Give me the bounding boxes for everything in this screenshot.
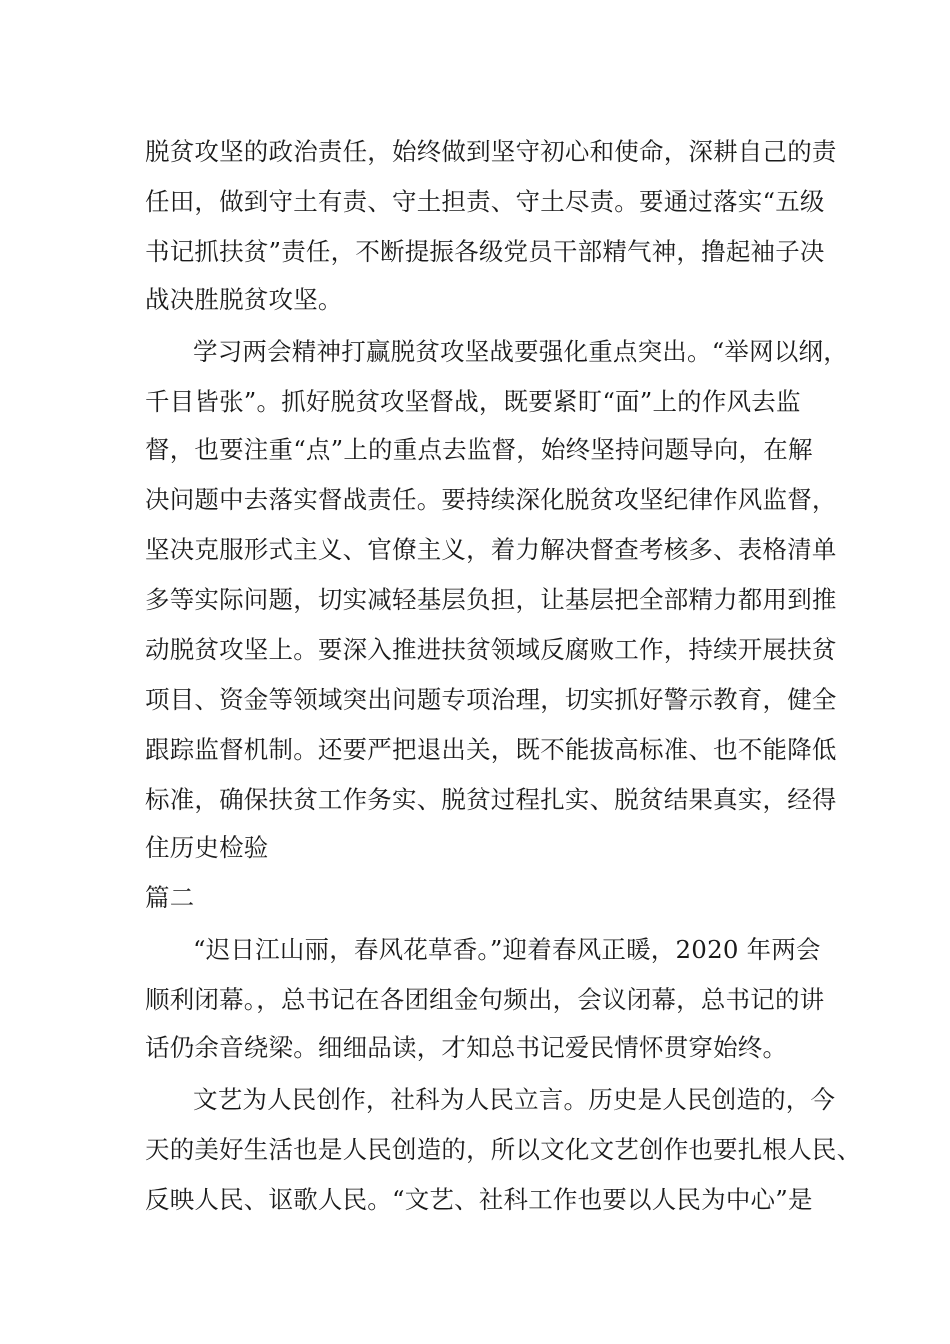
body-text-line: 学习两会精神打赢脱贫攻坚战要强化重点突出。“举网以纲， xyxy=(193,337,848,366)
body-text-line: 脱贫攻坚的政治责任，始终做到坚守初心和使命，深耕自己的责 xyxy=(145,137,837,166)
body-text-line: 项目、资金等领域突出问题专项治理，切实抓好警示教育，健全 xyxy=(145,685,837,714)
body-text-line: “迟日江山丽，春风花草香。”迎着春风正暖，2020 年两会 xyxy=(193,935,821,964)
body-text-line: 标准，确保扶贫工作务实、脱贫过程扎实、脱贫结果真实，经得 xyxy=(145,785,837,814)
body-text-line: 多等实际问题，切实减轻基层负担，让基层把全部精力都用到推 xyxy=(145,585,837,614)
body-text-line: 决问题中去落实督战责任。要持续深化脱贫攻坚纪律作风监督， xyxy=(145,485,837,514)
body-text-line: 千目皆张”。抓好脱贫攻坚督战，既要紧盯“面”上的作风去监 xyxy=(145,387,801,416)
body-text-line: 书记抓扶贫”责任，不断提振各级党员干部精气神，撸起袖子决 xyxy=(145,237,825,266)
body-text-line: 话仍余音绕梁。细细品读，才知总书记爱民情怀贯穿始终。 xyxy=(145,1033,788,1062)
body-text-line: 反映人民、讴歌人民。“文艺、社科工作也要以人民为中心”是 xyxy=(145,1185,813,1214)
body-text-line: 跟踪监督机制。还要严把退出关，既不能拔高标准、也不能降低 xyxy=(145,735,837,764)
section-heading: 篇二 xyxy=(145,883,195,912)
body-text-line: 督，也要注重“点”上的重点去监督，始终坚持问题导向，在解 xyxy=(145,435,813,464)
body-text-line: 坚决克服形式主义、官僚主义，着力解决督查考核多、表格清单 xyxy=(145,535,837,564)
body-text-line: 住历史检验 xyxy=(145,833,269,862)
body-text-line: 天的美好生活也是人民创造的，所以文化文艺创作也要扎根人民、 xyxy=(145,1135,862,1164)
body-text-line: 任田，做到守土有责、守土担责、守土尽责。要通过落实“五级 xyxy=(145,187,825,216)
body-text-line: 战决胜脱贫攻坚。 xyxy=(145,285,343,314)
body-text-line: 文艺为人民创作，社科为人民立言。历史是人民创造的，今 xyxy=(193,1085,836,1114)
body-text-line: 顺利闭幕。，总书记在各团组金句频出，会议闭幕，总书记的讲 xyxy=(145,985,825,1014)
body-text-line: 动脱贫攻坚上。要深入推进扶贫领域反腐败工作，持续开展扶贫 xyxy=(145,635,837,664)
